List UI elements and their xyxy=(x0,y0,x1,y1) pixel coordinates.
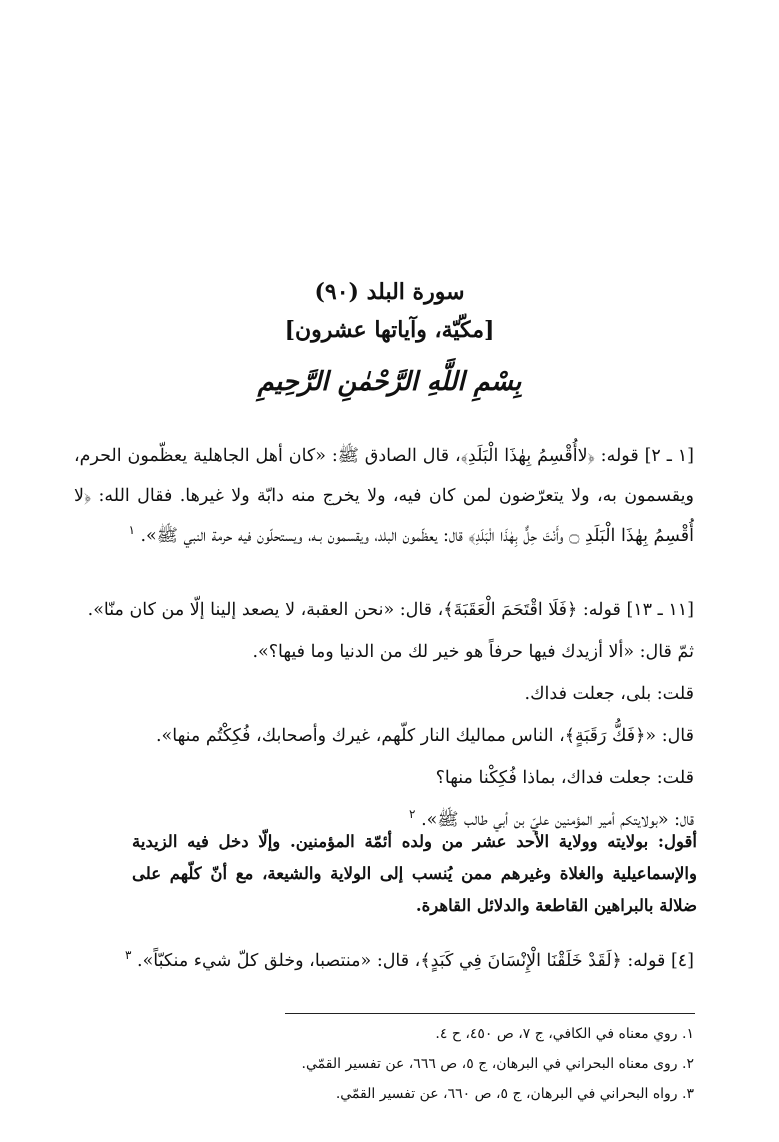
paragraph-text: [١ ـ ٢] قوله: ﴿لاأُقْسِمُ بِهٰذَا الْبَلَدِ﴾، قال الصادق ﷺ: «كان أهل الجاهلية يعظّمون الحرم، ويقسمون به، ولا يتعرّضون لمن كان فيه، ولا يخرج منه دابّة ولا غيرها. فقال الله: ﴿لا أُقْسِمُ بِهٰذَا الْبَلَدِ ۝ وأَنْتَ حِلٌّ بِهٰذَا الْبَلَدِ﴾ قال: يعظّمون البلد، ويقسمون بـه، ويستحلّون فيه حرمة النبي ﷺ». xyxy=(74,446,694,546)
line-dialogue: قلت: جعلت فداك، بماذا فُكِكْنا منها؟ xyxy=(435,768,694,788)
paragraph-verses-1-2 xyxy=(74,436,694,556)
line-text: قال: «بولايتكم أمير المؤمنين عليّ بن أبي طالب ﷺ». xyxy=(421,810,694,830)
surah-subtitle: [مكّيّة، وآياتها عشرون] xyxy=(284,317,495,343)
footnote-3: ٣. رواه البحراني في البرهان، ج ٥، ص ٦٦٠، عن تفسير القمّي. xyxy=(335,1086,694,1102)
basmala: بِسْمِ اللَّهِ الرَّحْمٰنِ الرَّحِيمِ xyxy=(257,367,522,397)
line-verse-4 xyxy=(125,946,694,976)
author-comment: أقول: بولايته وولاية الأحد عشر من ولده أئمّة المؤمنين. وإلّا دخل فيه الزيدية والإسماعيلية والغلاة وغيرهم ممن يُنسب إلى الولاية والشيعة، مع أنّ كلّهم على ضلالة بالبراهين القاطعة والدلائل القاهرة. xyxy=(132,832,697,915)
surah-title: سورة البلد (٩٠) xyxy=(314,279,465,305)
line-dialogue: قال: «﴿فَكُّ رَقَبَةٍ﴾، الناس مماليك النار كلّهم، غيرك وأصحابك، فُكِكْتُم منها». xyxy=(155,726,694,746)
footnote-1: ١. روي معناه في الكافي، ج ٧، ص ٤٥٠، ح ٤. xyxy=(435,1026,694,1042)
footnote-separator xyxy=(285,1013,695,1014)
footnote-marker: ٣ xyxy=(124,948,132,963)
line-text: [٤] قوله: ﴿لَقَدْ خَلَقْنَا الْإِنْسَانَ فِي كَبَدٍ﴾، قال: «منتصبا، وخلق كلّ شيء منكبّاً». xyxy=(137,951,694,971)
footnote-marker: ١ xyxy=(128,523,135,538)
line-dialogue: قلت: بلى، جعلت فداك. xyxy=(524,684,694,704)
line-dialogue: ثمّ قال: «ألا أزيدك فيها حرفاً هو خير لك من الدنيا وما فيها؟». xyxy=(252,642,694,662)
footnote-2: ٢. روى معناه البحراني في البرهان، ج ٥، ص ٦٦٦، عن تفسير القمّي. xyxy=(301,1056,694,1072)
footnote-marker: ٢ xyxy=(409,807,416,822)
line-verses-11-13: [١١ ـ ١٣] قوله: ﴿فَلَا اقْتَحَمَ الْعَقَبَةَ﴾، قال: «نحن العقبة، لا يصعد إلينا إلّا من كان منّا». xyxy=(87,600,694,620)
